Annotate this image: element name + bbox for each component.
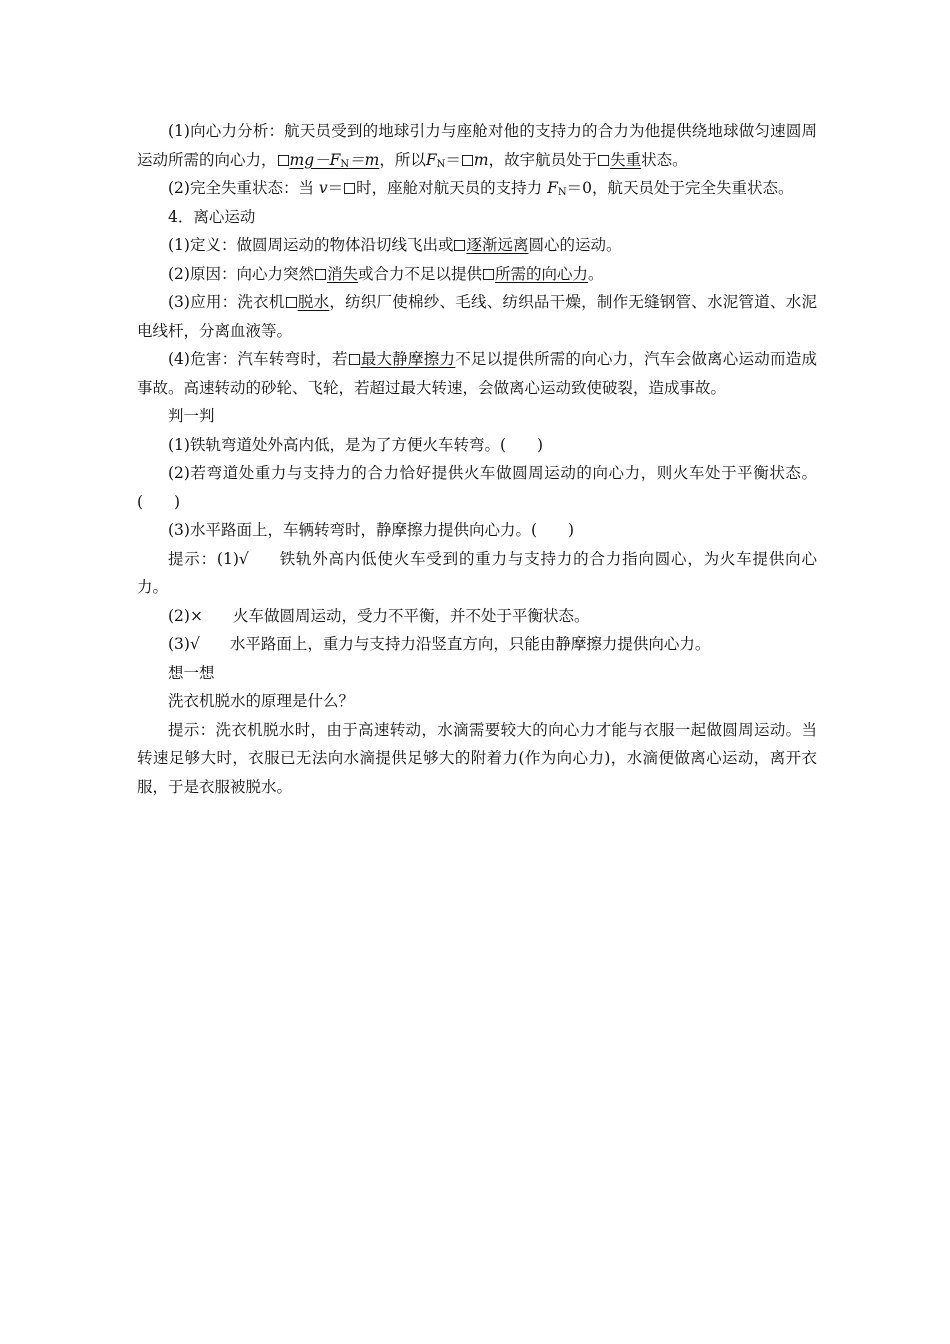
underlined-term: 失重 [610,150,642,169]
question-washing-machine: 洗衣机脱水的原理是什么？ [168,692,355,710]
blank-box-icon [598,155,609,166]
paragraph-weightlessness-analysis: (1)向心力分析：航天员受到的地球引力与座舱对他的支持力的合力为他提供绕地球做匀速圆周运动所需的向心力， $mg-F_N=m$，所以$F_N= m$，故宇航员处于 失重状态。 [137,122,817,170]
blank-box-icon [462,155,473,166]
section-heading-judge: 判一判 [168,407,215,425]
blank-box-icon [286,297,297,308]
section-heading-think: 想一想 [168,663,215,682]
blank-box-icon [483,269,494,280]
answer-2: (2)× 火车做圆周运动，受力不平衡，并不处于平衡状态。 [168,606,590,625]
underlined-term: 最大静摩擦力 [360,350,456,368]
question-2: (2)若弯道处重力与支持力的合力恰好提供火车做圆周运动的向心力，则火车处于平衡状态。( ) [137,464,817,511]
answer-3: (3)√ 水平路面上，重力与支持力沿竖直方向，只能由静摩擦力提供向心力。 [168,635,711,653]
underlined-term: 脱水 [297,293,330,311]
paragraph-definition: (1)定义：做圆周运动的物体沿切线飞出或 逐渐远离圆心的运动。 [168,236,622,254]
blank-box-icon [278,155,289,166]
blank-box-icon [315,269,326,280]
blank-box-icon [344,183,355,194]
underlined-term: 逐渐远离 [466,236,529,254]
blank-box-icon [454,240,465,251]
underlined-term: 所需的向心力 [495,264,589,283]
underlined-term: 消失 [326,264,358,283]
blank-box-icon [349,354,360,365]
paragraph-hazard: (4)危害：汽车转弯时，若 最大静摩擦力不足以提供所需的向心力，汽车会做离心运动而造成事故。高速转动的砂轮、飞轮，若超过最大转速，会做离心运动致使破裂，造成事故。 [137,350,817,397]
answer-1: 提示：(1)√ 铁轨外高内低使火车受到的重力与支持力的合力指向圆心，为火车提供向心力。 [137,549,817,596]
paragraph-application: (3)应用：洗衣机 脱水，纺织厂使棉纱、毛线、纺织品干燥，制作无缝钢管、水泥管道、水泥电线杆，分离血液等。 [137,293,817,340]
question-3: (3)水平路面上，车辆转弯时，静摩擦力提供向心力。( ) [168,521,575,539]
paragraph-cause: (2)原因：向心力突然 消失或合力不足以提供 所需的向心力。 [168,264,604,283]
answer-washing-machine: 提示：洗衣机脱水时，由于高速转动，水滴需要较大的向心力才能与衣服一起做圆周运动。当转速足够大时，衣服已无法向水滴提供足够大的附着力(作为向心力)，水滴便做离心运动，离开衣服，于是衣服被脱水。 [137,720,817,796]
document-page [137,117,817,801]
underlined-term: $mg-F_N=m$ [289,150,380,170]
paragraph-complete-weightlessness: (2)完全失重状态：当 v＝ 时，座舱对航天员的支持力 $F_N=0$，航天员处于完全失重状态。 [168,179,794,198]
section-heading-centrifugal-motion: 4．离心运动 [168,207,256,226]
question-1: (1)铁轨弯道处外高内低，是为了方便火车转弯。( ) [168,435,544,454]
